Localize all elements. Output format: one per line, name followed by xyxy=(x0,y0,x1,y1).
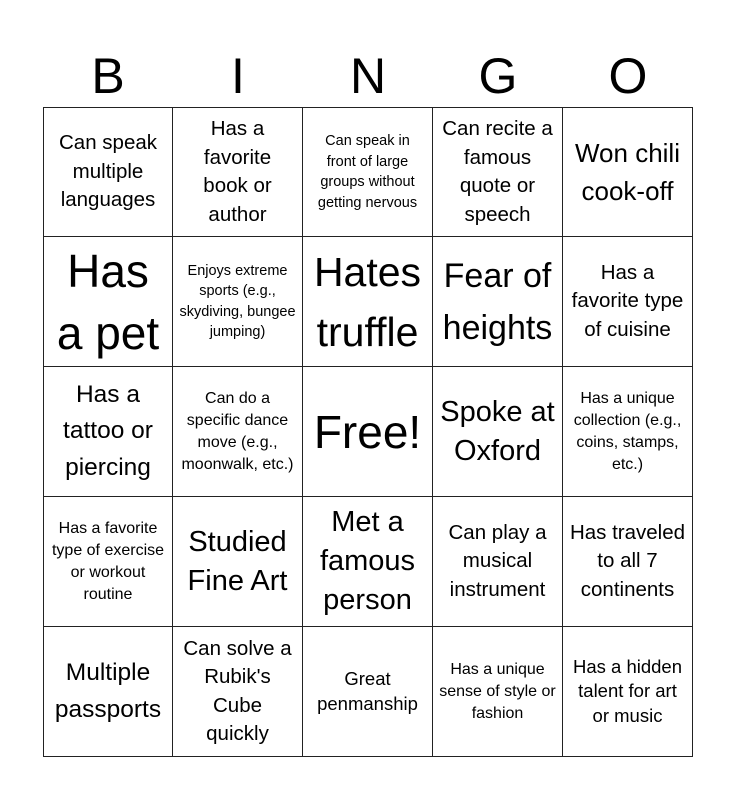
bingo-cell[interactable] xyxy=(563,627,693,757)
header-letter-g: G xyxy=(478,48,518,104)
cell-text: Has a unique collection (e.g., coins, stamps, etc.) xyxy=(573,389,682,473)
bingo-cell[interactable] xyxy=(173,367,303,497)
header-letter-n: N xyxy=(349,48,387,104)
cell-text: Met a famous person xyxy=(319,506,416,616)
header-letter-b: B xyxy=(91,48,125,104)
bingo-cell[interactable] xyxy=(43,237,173,367)
bingo-cell[interactable] xyxy=(303,237,433,367)
bingo-cell[interactable] xyxy=(303,627,433,757)
bingo-cell[interactable] xyxy=(43,627,173,757)
cell-text: Can recite a famous quote or speech xyxy=(442,117,553,226)
bingo-cell[interactable] xyxy=(563,237,693,367)
cell-text: Spoke at Oxford xyxy=(440,395,555,467)
cell-text: Has a tattoo or piercing xyxy=(63,380,153,481)
bingo-grid xyxy=(43,107,693,757)
cell-text: Can do a specific dance move (e.g., moonwalk, etc.) xyxy=(181,389,294,473)
cell-text: Has traveled to all 7 continents xyxy=(569,520,686,601)
cell-text: Hates truffle xyxy=(313,248,422,355)
bingo-cell[interactable] xyxy=(433,237,563,367)
cell-text: Fear of heights xyxy=(442,256,553,347)
bingo-cell[interactable] xyxy=(43,497,173,627)
cell-text: Has a unique sense of style or fashion xyxy=(439,660,556,722)
bingo-cell[interactable] xyxy=(563,367,693,497)
cell-text: Has a hidden talent for art or music xyxy=(572,655,683,726)
cell-text: Has a pet xyxy=(56,244,160,359)
bingo-cell[interactable] xyxy=(433,107,563,237)
cell-text: Enjoys extreme sports (e.g., skydiving, bungee jumping) xyxy=(179,262,296,340)
bingo-cell[interactable] xyxy=(43,367,173,497)
cell-text: Can solve a Rubik's Cube quickly xyxy=(183,636,292,745)
bingo-cell[interactable] xyxy=(303,107,433,237)
bingo-header xyxy=(43,45,693,107)
cell-text: Can play a musical instrument xyxy=(448,520,547,601)
bingo-cell[interactable] xyxy=(563,107,693,237)
free-space-text: Free! xyxy=(313,405,422,458)
bingo-cell[interactable] xyxy=(433,627,563,757)
bingo-cell[interactable] xyxy=(563,497,693,627)
header-letter-o: O xyxy=(608,48,648,104)
free-space-cell[interactable] xyxy=(303,367,433,497)
header-letter-i: I xyxy=(231,48,245,104)
cell-text: Has a favorite type of exercise or workout routine xyxy=(51,519,165,603)
cell-text: Has a favorite type of cuisine xyxy=(571,260,684,341)
cell-text: Multiple passports xyxy=(54,659,162,723)
bingo-cell[interactable] xyxy=(173,627,303,757)
cell-text: Can speak in front of large groups without getting nervous xyxy=(317,133,418,211)
cell-text: Studied Fine Art xyxy=(187,525,288,597)
cell-text: Great penmanship xyxy=(317,668,418,714)
bingo-cell[interactable] xyxy=(433,367,563,497)
bingo-cell[interactable] xyxy=(173,237,303,367)
bingo-cell[interactable] xyxy=(433,497,563,627)
bingo-cell[interactable] xyxy=(173,107,303,237)
bingo-cell[interactable] xyxy=(43,107,173,237)
cell-text: Can speak multiple languages xyxy=(58,131,157,212)
bingo-cell[interactable] xyxy=(303,497,433,627)
bingo-cell[interactable] xyxy=(173,497,303,627)
cell-text: Has a favorite book or author xyxy=(203,117,272,226)
cell-text: Won chili cook-off xyxy=(574,137,680,206)
